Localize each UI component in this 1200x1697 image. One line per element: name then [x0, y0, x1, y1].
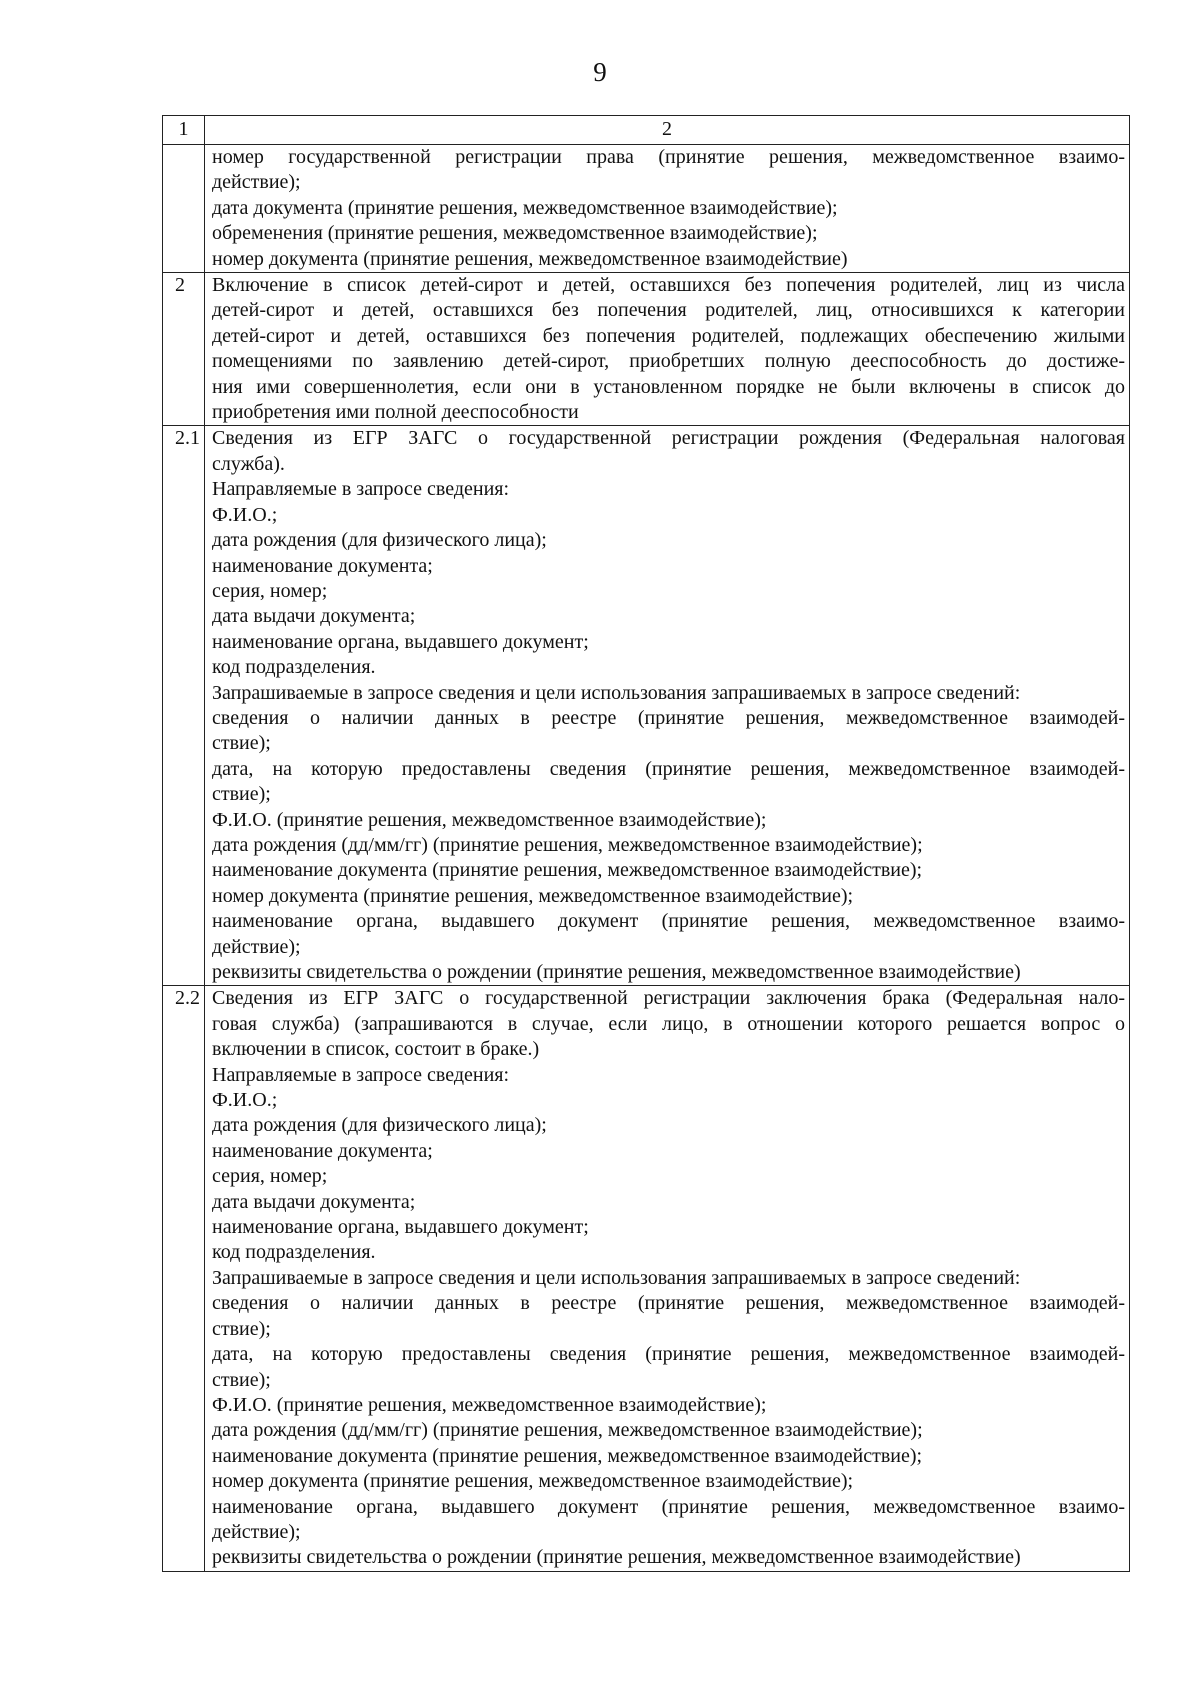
- row-content-cell: [205, 986, 1130, 1571]
- content-line: Включение в список детей-сирот и детей, оставшихся без попечения родителей, лиц из числа: [212, 274, 1125, 297]
- content-line: реквизиты свидетельства о рождении (принятие решения, межведомственное взаимодействие): [212, 961, 1021, 983]
- content-line: ствие);: [212, 732, 271, 755]
- content-line: Сведения из ЕГР ЗАГС о государственной регистрации рождения (Федеральная налоговая: [212, 427, 1125, 450]
- content-line: дата выдачи документа;: [212, 605, 416, 628]
- table-row: [163, 986, 1130, 1571]
- row-number-cell: 2: [163, 273, 205, 426]
- content-line: наименование документа;: [212, 554, 433, 577]
- content-line: говая служба) (запрашиваются в случае, если лицо, в отношении которого решается вопрос о: [212, 1012, 1125, 1035]
- content-line: ния ими совершеннолетия, если они в установленном порядке не были включены в список до: [212, 375, 1125, 398]
- content-line: наименование органа, выдавшего документ (принятие решения, межведомственное взаимо-: [212, 1495, 1125, 1518]
- table-header-row: [163, 116, 1130, 145]
- content-line: дата документа (принятие решения, межведомственное взаимодействие);: [212, 196, 838, 219]
- content-line: детей-сирот и детей, оставшихся без попечения родителей, подлежащих обеспечению жилыми: [212, 324, 1125, 347]
- content-line: сведения о наличии данных в реестре (принятие решения, межведомственное взаимодей-: [212, 1292, 1125, 1315]
- row-content-cell: [205, 426, 1130, 986]
- content-line: действие);: [212, 935, 301, 958]
- row-number-cell: 2.2: [163, 986, 205, 1571]
- table-row: [163, 273, 1130, 426]
- content-line: сведения о наличии данных в реестре (принятие решения, межведомственное взаимодей-: [212, 706, 1125, 729]
- content-line: дата выдачи документа;: [212, 1190, 416, 1213]
- content-line: Ф.И.О. (принятие решения, межведомственное взаимодействие);: [212, 808, 767, 831]
- content-line: реквизиты свидетельства о рождении (принятие решения, межведомственное взаимодействие): [212, 1546, 1021, 1569]
- content-line: код подразделения.: [212, 1241, 376, 1264]
- content-line: серия, номер;: [212, 1165, 328, 1188]
- row-number-cell: [163, 145, 205, 273]
- content-line: Запрашиваемые в запросе сведения и цели использования запрашиваемых в запросе сведений:: [212, 681, 1021, 704]
- content-line: действие);: [212, 1520, 301, 1543]
- row-number-cell: 2.1: [163, 426, 205, 986]
- header-cell-content: 2: [205, 116, 1130, 145]
- content-line: наименование документа (принятие решения, межведомственное взаимодействие);: [212, 859, 923, 882]
- table-row: [163, 426, 1130, 986]
- content-line: дата рождения (для физического лица);: [212, 529, 547, 552]
- content-line: Запрашиваемые в запросе сведения и цели использования запрашиваемых в запросе сведений:: [212, 1266, 1021, 1289]
- content-line: Ф.И.О.;: [212, 503, 278, 526]
- content-line: номер документа (принятие решения, межведомственное взаимодействие);: [212, 1470, 854, 1493]
- content-line: Ф.И.О.;: [212, 1089, 278, 1112]
- content-line: детей-сирот и детей, оставшихся без попечения родителей, лиц, относившихся к категории: [212, 299, 1125, 322]
- content-line: серия, номер;: [212, 579, 328, 602]
- content-line: дата рождения (для физического лица);: [212, 1114, 547, 1137]
- content-line: Направляемые в запросе сведения:: [212, 478, 510, 501]
- content-line: служба).: [212, 452, 285, 475]
- content-line: включении в список, состоит в браке.): [212, 1038, 540, 1061]
- content-line: наименование документа;: [212, 1139, 433, 1162]
- header-cell-number: 1: [163, 116, 205, 145]
- content-line: Ф.И.О. (принятие решения, межведомственное взаимодействие);: [212, 1393, 767, 1416]
- content-line: ствие);: [212, 1317, 271, 1340]
- table-body: [163, 116, 1130, 1572]
- content-line: дата, на которую предоставлены сведения (принятие решения, межведомственное взаимодей-: [212, 1343, 1125, 1366]
- content-line: номер документа (принятие решения, межведомственное взаимодействие);: [212, 884, 854, 907]
- content-line: действие);: [212, 171, 301, 194]
- content-line: приобретения ими полной дееспособности: [212, 401, 579, 424]
- content-line: Сведения из ЕГР ЗАГС о государственной регистрации заключения брака (Федеральная нало-: [212, 987, 1125, 1010]
- content-line: дата рождения (дд/мм/гг) (принятие решения, межведомственное взаимодействие);: [212, 833, 923, 856]
- content-line: помещениями по заявлению детей-сирот, приобретших полную дееспособность до достиже-: [212, 350, 1125, 373]
- row-content-cell: [205, 145, 1130, 273]
- content-line: номер государственной регистрации права (принятие решения, межведомственное взаимо-: [212, 146, 1125, 168]
- page-number: 9: [593, 57, 607, 87]
- content-line: дата, на которую предоставлены сведения (принятие решения, межведомственное взаимодей-: [212, 757, 1125, 780]
- content-line: ствие);: [212, 1368, 271, 1391]
- document-table: [162, 115, 1130, 1572]
- content-line: обременения (принятие решения, межведомственное взаимодействие);: [212, 222, 818, 245]
- table-row: [163, 145, 1130, 273]
- content-line: наименование органа, выдавшего документ (принятие решения, межведомственное взаимо-: [212, 910, 1125, 933]
- content-line: код подразделения.: [212, 656, 376, 679]
- content-line: Направляемые в запросе сведения:: [212, 1063, 510, 1086]
- content-line: номер документа (принятие решения, межведомственное взаимодействие): [212, 247, 848, 270]
- content-line: наименование документа (принятие решения, межведомственное взаимодействие);: [212, 1444, 923, 1467]
- content-line: ствие);: [212, 783, 271, 806]
- row-content-cell: [205, 273, 1130, 426]
- content-line: дата рождения (дд/мм/гг) (принятие решения, межведомственное взаимодействие);: [212, 1419, 923, 1442]
- content-line: наименование органа, выдавшего документ;: [212, 630, 589, 653]
- content-line: наименование органа, выдавшего документ;: [212, 1216, 589, 1239]
